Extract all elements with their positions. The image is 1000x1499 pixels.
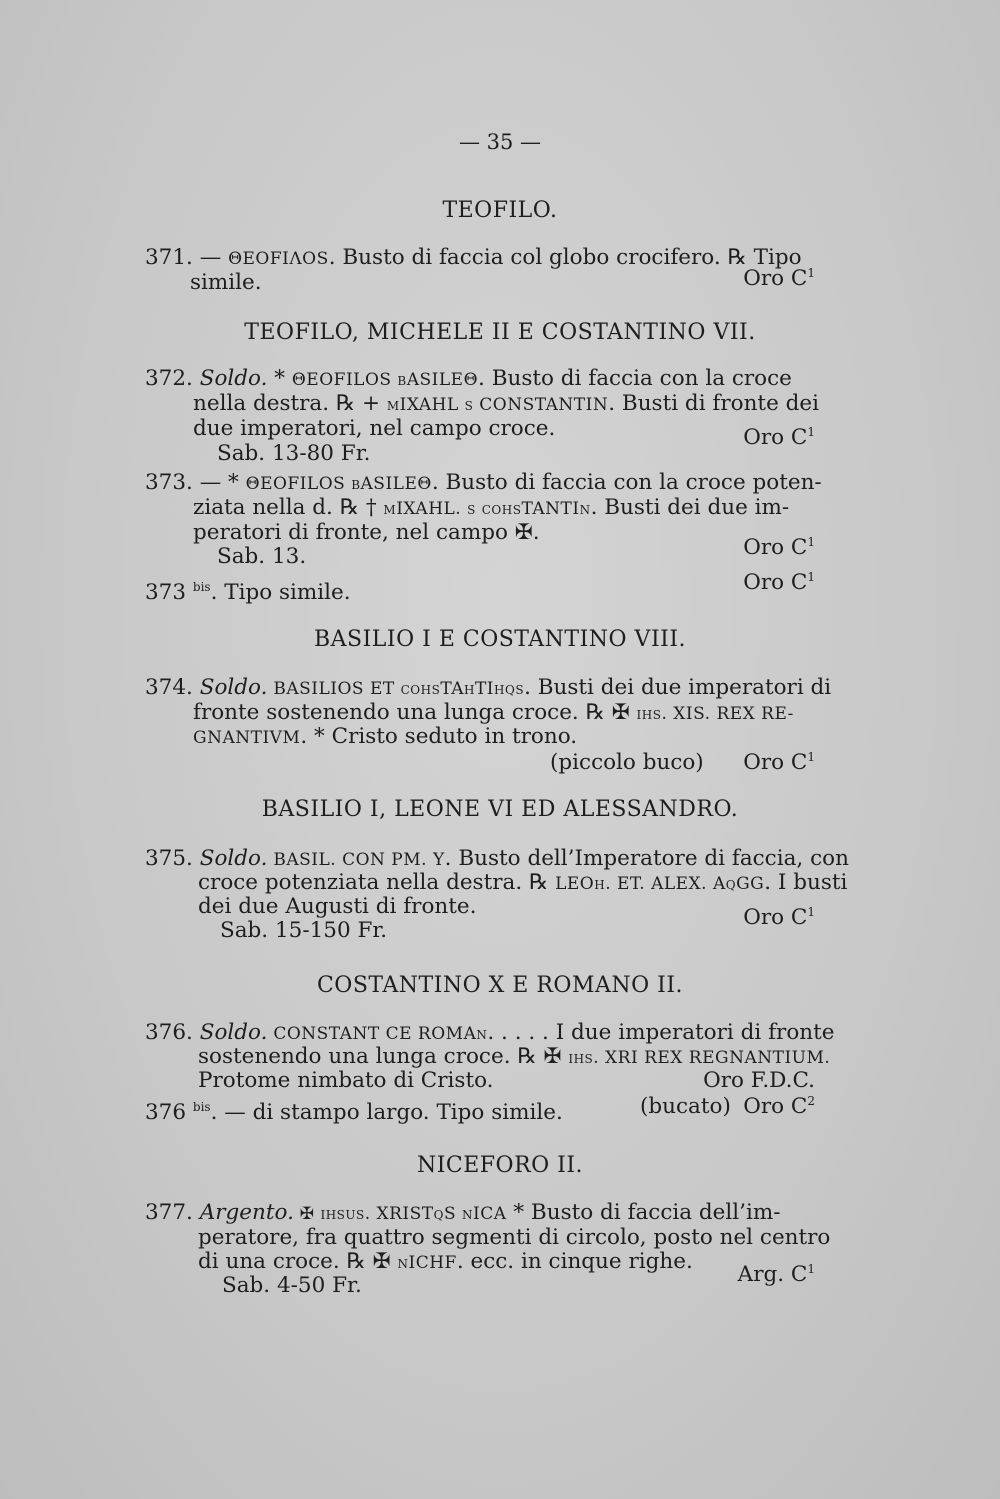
grade-sup: 1 [807,1262,815,1276]
entry-372-line-1 [145,366,792,391]
entry-number: 377. [145,1200,193,1225]
entry-375-line-2 [198,870,847,895]
entry-373-line-3: peratori di fronte, nel campo ✠. [193,520,540,545]
text: . I busti [764,870,848,895]
legend-text: ihs. XIS. REX RE- [636,704,794,724]
text: . Busto dell’Imperatore di faccia, con [444,846,849,871]
legend-text: ΘΕΟFIΛΟS [228,249,329,269]
description-text: . Busto di faccia con la croce [478,366,792,391]
denomination: Soldo. [199,366,268,391]
entry-number: 375. [145,846,193,871]
grade-text: Oro C [743,266,808,292]
text: . Tipo simile. [210,580,351,606]
text: nella destra. ℞ + [193,391,387,416]
section-title: NICEFORO II. [416,1153,584,1178]
entry-number: 371. [145,245,193,270]
entry-374-line-2 [193,700,794,725]
entry-372-line-3: due imperatori, nel campo croce. [193,416,556,441]
text: di una croce. ℞ ✠ [198,1249,398,1274]
entry-374-line-3 [193,724,577,749]
entry-376bis [145,1100,563,1125]
text: . — di stampo largo. Tipo simile. [210,1100,563,1126]
grade-text: Oro C [743,570,808,596]
entry-number: 376. [145,1020,193,1045]
entry-number: 373. [145,470,193,495]
grade-label [743,425,815,450]
reference: Sab. 4-50 Fr. [222,1273,362,1298]
denomination: Argento. [199,1200,294,1225]
grade-sup: 1 [807,570,815,584]
denomination: Soldo. [199,1020,268,1045]
grade-label [743,1094,815,1119]
text: . * Cristo seduto in trono. [300,724,578,749]
grade-label: Oro F.D.C. [703,1068,815,1093]
denomination: Soldo. [199,675,268,700]
text: — * [199,470,246,495]
page-number: — 35 — [458,130,542,154]
text: . Busti di fronte dei [608,391,819,416]
entry-373-line-1 [145,470,822,495]
section-title: COSTANTINO X E ROMANO II. [316,973,684,998]
condition-note: (bucato) [640,1094,731,1119]
grade-text: Arg. C [737,1262,808,1288]
section-title: BASILIO I, LEONE VI ED ALESSANDRO. [261,797,739,822]
text: . Busti dei due imperatori di [524,675,832,700]
entry-372-line-2 [193,391,819,416]
legend-text: ✠ ihsus. XRISTqS nICA [293,1204,507,1224]
text: sostenendo una lunga croce. ℞ ✠ [198,1044,569,1069]
entry-371-line-2: simile. [190,270,262,295]
legend-text: ΘΕΟFILOS bASILEΘ [245,474,432,494]
reference: Sab. 13-80 Fr. [217,441,371,466]
entry-376-line-3: Protome nimbato di Cristo. [198,1068,494,1093]
entry-377-line-2: peratore, fra quattro segmenti di circolo, posto nel centro [198,1225,831,1250]
entry-375-line-1 [145,846,849,871]
entry-374-line-1 [145,675,831,700]
grade-label [738,1262,815,1287]
entry-number: 373 [145,580,187,606]
text: ziata nella d. ℞ † [193,495,384,520]
legend-text: GNANTIVM [193,728,301,748]
entry-376-line-1 [145,1020,834,1045]
legend-text: BASILIOS ET cohsTAhTIhqs [267,679,525,699]
description-text: . Busto di faccia col globo crocifero. ℞ Tipo [328,245,802,270]
entry-377-line-1 [145,1200,781,1225]
grade-sup: 1 [807,266,815,280]
text: * [267,366,292,391]
condition-note: (piccolo buco) [550,750,704,775]
text: — [199,245,229,270]
grade-text: Oro C [743,905,808,931]
legend-text: BASIL. CON PM. Y [267,850,445,870]
grade-sup: 1 [807,425,815,439]
grade-sup: 1 [807,535,815,549]
entry-373-line-2 [193,495,789,520]
legend-text: ΘΕΟFILOS bASILEΘ [291,370,479,390]
entry-375-line-3: dei due Augusti di fronte. [198,894,477,919]
grade-label [743,535,815,560]
grade-label [743,905,815,930]
grade-label [743,750,815,775]
entry-number: 372. [145,366,193,391]
grade-label [743,570,815,595]
legend-text: ihs. XRI REX REGNANTIUM. [568,1048,831,1068]
section-title: BASILIO I E COSTANTINO VIII. [313,627,687,652]
text: . ecc. in cinque righe. [456,1249,693,1274]
grade-text: Oro C [743,425,808,451]
text: . . . . . I due imperatori di fronte [487,1020,835,1045]
entry-number: 374. [145,675,193,700]
text: croce potenziata nella destra. ℞ [198,870,556,895]
reference: Sab. 15-150 Fr. [220,918,388,943]
text: . Busto di faccia con la croce poten- [431,470,822,495]
grade-text: Oro C [743,1094,808,1120]
reference: Sab. 13. [217,544,307,569]
text: * Busto di faccia dell’im- [506,1200,781,1225]
text: fronte sostenendo una lunga croce. ℞ ✠ [193,700,637,725]
legend-text: nICHF [397,1253,457,1273]
entry-376-line-2 [198,1044,830,1069]
grade-sup: 2 [807,1094,815,1108]
legend-text: LEOh. ET. ALEX. AqGG [555,874,765,894]
text: . Busti dei due im- [590,495,790,520]
grade-label [743,266,815,291]
section-title: TEOFILO, MICHELE II E COSTANTINO VII. [244,320,756,345]
section-title: TEOFILO. [442,198,558,223]
legend-text: mIXAHL s CONSTANTIN [386,395,609,415]
legend-text: CONSTANT CE ROMAn [267,1024,488,1044]
grade-sup: 1 [807,905,815,919]
bis-mark: bis [192,1100,211,1114]
entry-371-line-1 [145,245,802,270]
entry-number: 376 [145,1100,187,1126]
denomination: Soldo. [199,846,268,871]
grade-sup: 1 [807,750,815,764]
entry-377-line-3 [198,1249,693,1274]
legend-text: mIXAHL. s cohsTANTIn [383,499,591,519]
grade-text: Oro C [743,750,808,776]
entry-373bis [145,580,351,605]
grade-text: Oro C [743,535,808,561]
bis-mark: bis [192,580,211,594]
